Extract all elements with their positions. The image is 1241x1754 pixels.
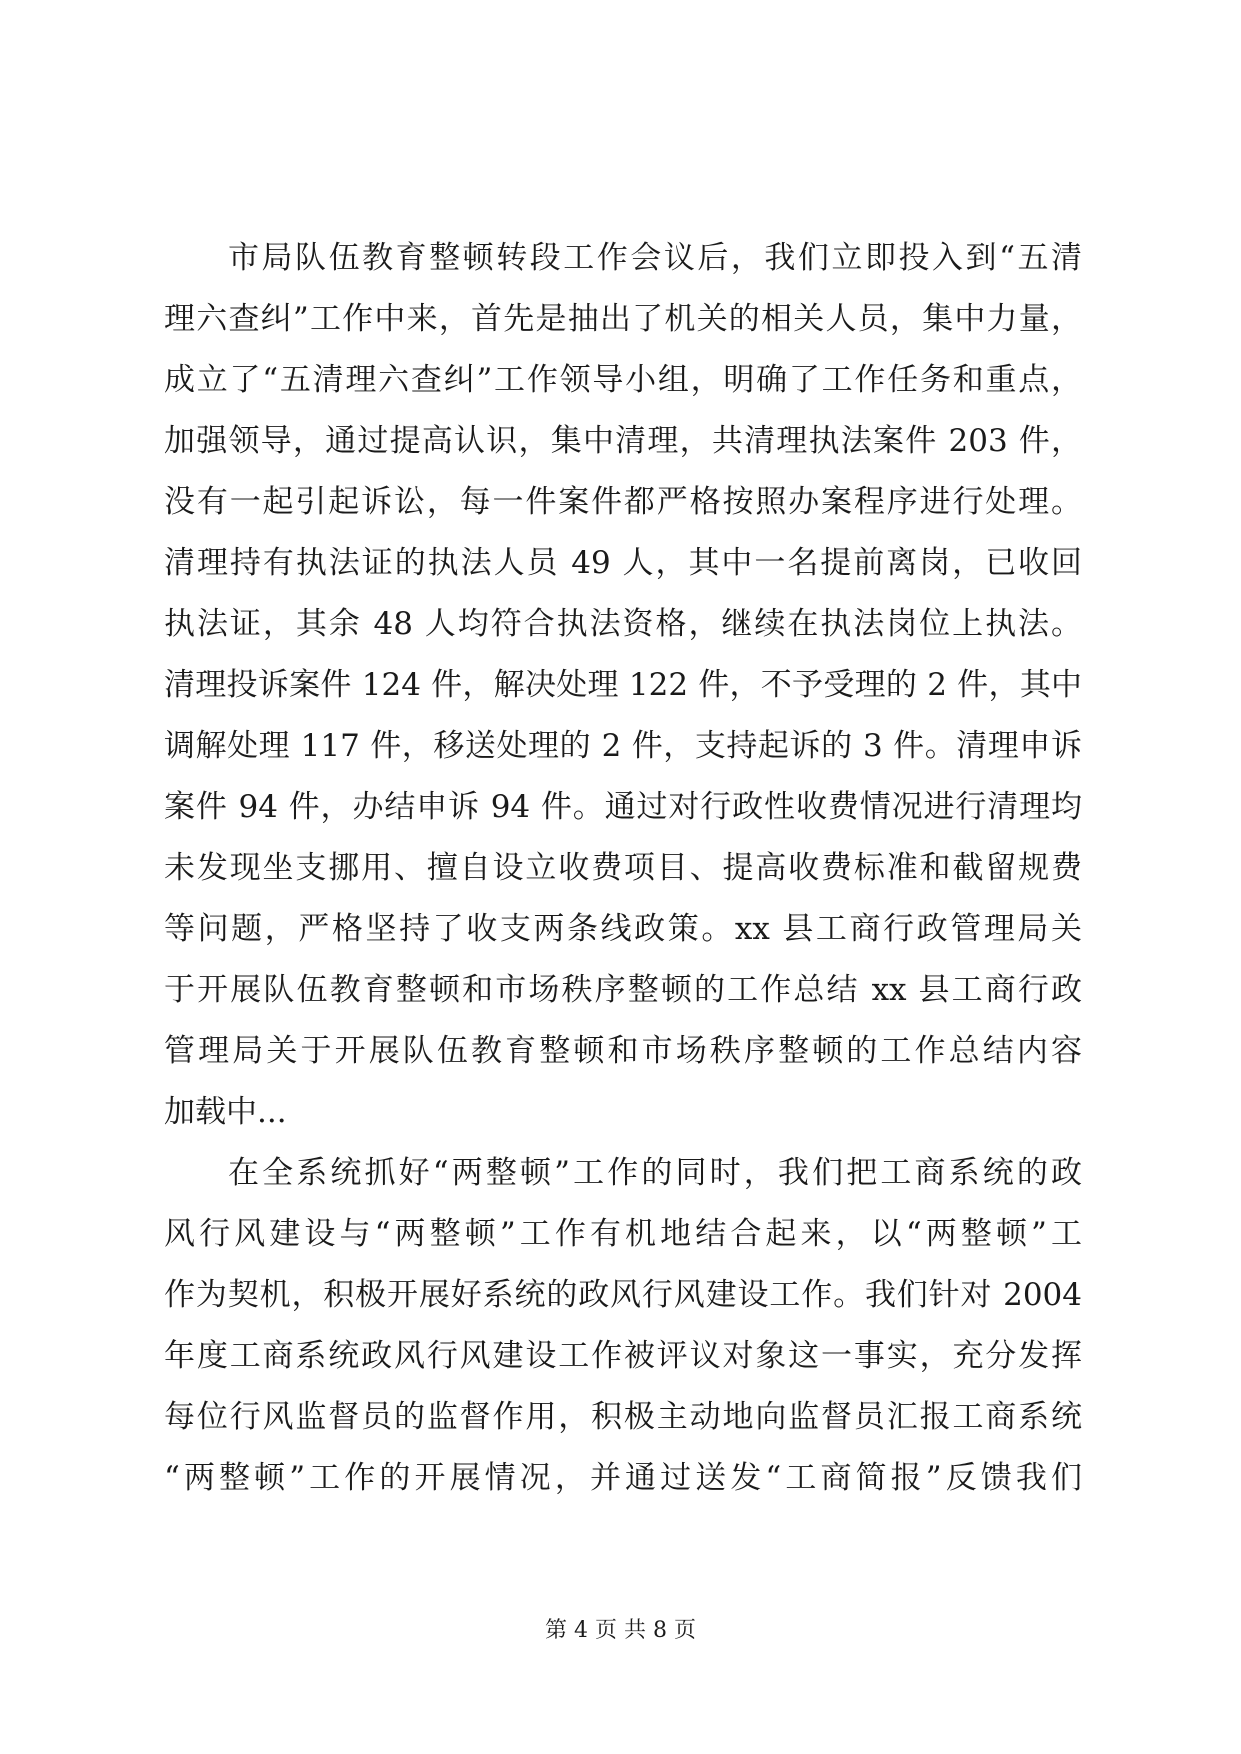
paragraph-1-line-5: 没有一起引起诉讼，每一件案件都严格按照办案程序进行处理。 — [164, 484, 1082, 520]
paragraph-1-line-4: 加强领导，通过提高认识，集中清理，共清理执法案件 203 件， — [164, 423, 1082, 459]
paragraph-1-line-9: 调解处理 117 件，移送处理的 2 件，支持起诉的 3 件。清理申诉 — [164, 728, 1082, 764]
page-number-footer: 第 4 页 共 8 页 — [545, 1618, 696, 1643]
paragraph-1-line-15: 加载中... — [164, 1094, 287, 1130]
paragraph-1-line-11: 未发现坐支挪用、擅自设立收费项目、提高收费标准和截留规费 — [164, 850, 1082, 886]
paragraph-1-line-1: 市局队伍教育整顿转段工作会议后，我们立即投入到“五清 — [228, 240, 1082, 276]
paragraph-1-line-14: 管理局关于开展队伍教育整顿和市场秩序整顿的工作总结内容 — [164, 1033, 1082, 1069]
document-body — [164, 228, 1082, 1509]
paragraph-1-line-3: 成立了“五清理六查纠”工作领导小组，明确了工作任务和重点， — [164, 362, 1082, 398]
paragraph-2-line-1: 在全系统抓好“两整顿”工作的同时，我们把工商系统的政 — [228, 1155, 1082, 1191]
paragraph-1-line-13: 于开展队伍教育整顿和市场秩序整顿的工作总结 xx 县工商行政 — [164, 972, 1082, 1008]
paragraph-2-line-3: 作为契机，积极开展好系统的政风行风建设工作。我们针对 2004 — [164, 1277, 1082, 1313]
paragraph-1-line-2: 理六查纠”工作中来，首先是抽出了机关的相关人员，集中力量， — [164, 301, 1082, 337]
paragraph-1-line-10: 案件 94 件，办结申诉 94 件。通过对行政性收费情况进行清理均 — [164, 789, 1082, 825]
paragraph-1-line-6: 清理持有执法证的执法人员 49 人，其中一名提前离岗，已收回 — [164, 545, 1082, 581]
paragraph-1-line-12: 等问题，严格坚持了收支两条线政策。xx 县工商行政管理局关 — [164, 911, 1082, 947]
paragraph-1-line-7: 执法证，其余 48 人均符合执法资格，继续在执法岗位上执法。 — [164, 606, 1082, 642]
paragraph-2-line-5: 每位行风监督员的监督作用，积极主动地向监督员汇报工商系统 — [164, 1399, 1082, 1435]
paragraph-1-line-8: 清理投诉案件 124 件，解决处理 122 件，不予受理的 2 件，其中 — [164, 667, 1082, 703]
paragraph-2-line-6: “两整顿”工作的开展情况，并通过送发“工商简报”反馈我们 — [164, 1460, 1082, 1496]
paragraph-2-line-4: 年度工商系统政风行风建设工作被评议对象这一事实，充分发挥 — [164, 1338, 1082, 1374]
paragraph-2-line-2: 风行风建设与“两整顿”工作有机地结合起来，以“两整顿”工 — [164, 1216, 1082, 1252]
